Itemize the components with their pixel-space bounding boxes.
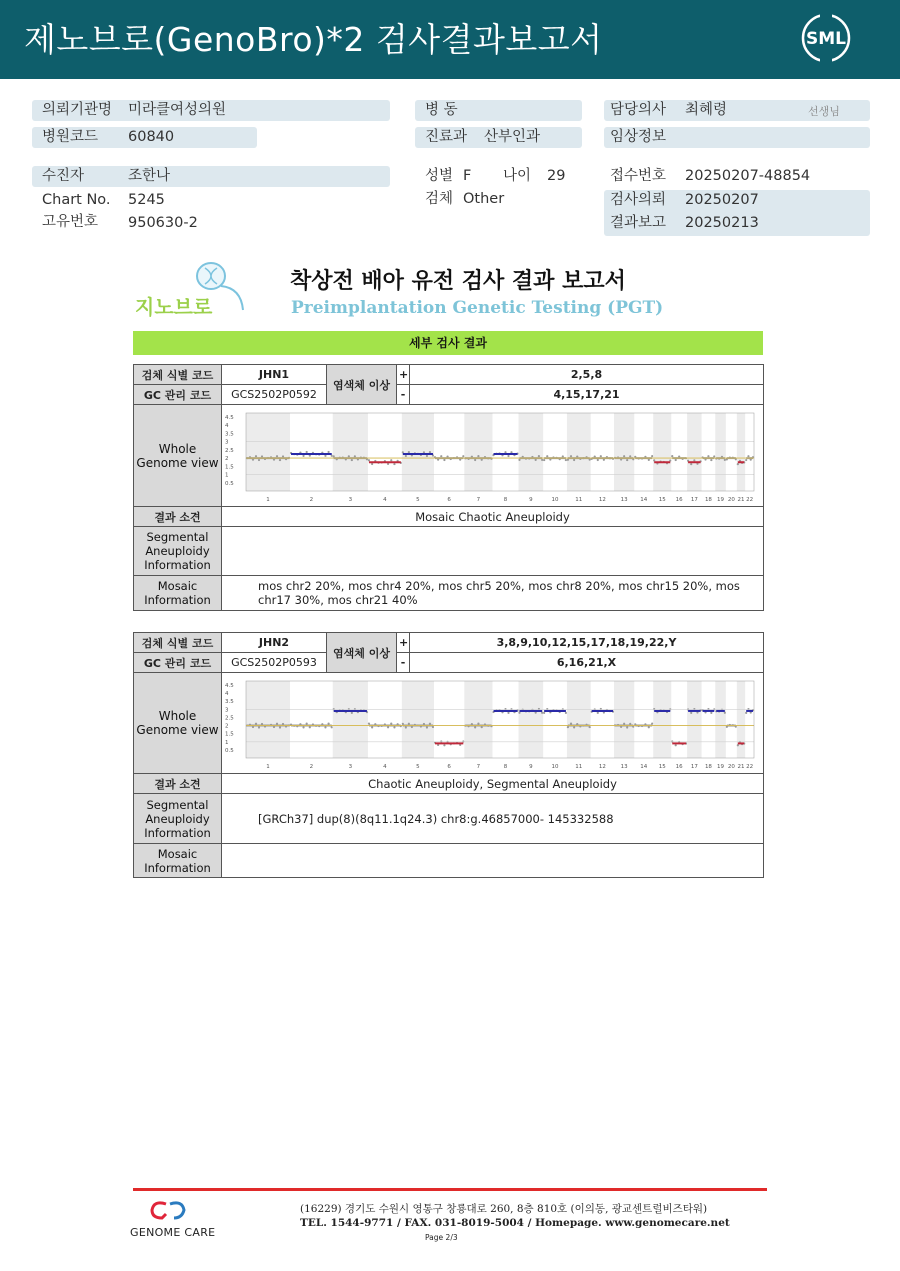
age-value: 29 [547, 168, 566, 184]
data-point [255, 455, 257, 457]
chromosome-label: 8 [503, 496, 508, 503]
sample-code-label: 검체 식별 코드 [134, 633, 222, 653]
data-point [477, 455, 479, 457]
sample-code-label: 검체 식별 코드 [134, 365, 222, 385]
data-point [405, 454, 407, 456]
y-tick-label: 4 [225, 690, 229, 697]
chromosome-band [567, 681, 591, 758]
data-point [368, 722, 370, 724]
data-point [429, 722, 431, 724]
whole-genome-plot-2 [222, 675, 762, 772]
genobro-logo [133, 258, 253, 320]
data-point [565, 458, 567, 460]
gc-code-label: GC 관리 코드 [134, 385, 222, 405]
footer-address [300, 1202, 730, 1230]
loss-sign: - [397, 653, 410, 673]
mosaic-value [222, 844, 764, 878]
data-point [408, 722, 410, 724]
chromosome-label: 4 [383, 496, 387, 503]
finding-value: Chaotic Aneuploidy, Segmental Aneuploidy [222, 774, 764, 794]
data-point [440, 455, 442, 457]
chromosome-band [715, 681, 726, 758]
doctor-suffix: 선생님 [808, 105, 840, 118]
mosaic-label: Mosaic Information [134, 844, 222, 878]
chromosome-label: 20 [727, 763, 735, 770]
y-tick-label: 2 [225, 455, 229, 462]
y-tick-label: 4.5 [225, 682, 234, 689]
gain-sign: + [397, 365, 410, 385]
chromosome-label: 12 [598, 763, 606, 770]
data-point [371, 462, 373, 464]
data-point [390, 459, 392, 461]
whole-genome-plot-1 [222, 407, 762, 505]
finding-label: 결과 소견 [134, 774, 222, 794]
data-point [543, 711, 545, 713]
data-point [354, 455, 356, 457]
report-date-value: 20250213 [685, 215, 759, 231]
segmental-label: Segmental Aneuploidy Information [134, 527, 222, 576]
chromosome-label: 2 [309, 496, 314, 503]
data-point [443, 458, 445, 460]
data-point [324, 726, 326, 728]
data-point [546, 455, 548, 457]
data-point [507, 711, 509, 713]
examinee-value: 조한나 [128, 168, 171, 184]
y-tick-label: 0.5 [225, 747, 234, 754]
chromosome-label: 21 [737, 496, 745, 503]
doctor-label: 담당의사 [610, 102, 667, 118]
data-point [724, 458, 726, 460]
data-point [690, 463, 692, 465]
data-point [462, 455, 464, 457]
chromosome-label: 3 [348, 496, 353, 503]
data-point [675, 744, 677, 746]
report-header [0, 0, 900, 79]
examinee-label: 수진자 [42, 168, 85, 184]
chromosome-label: 12 [598, 496, 606, 503]
loss-sign: - [397, 385, 410, 405]
data-point [600, 455, 602, 457]
chromosome-band [464, 413, 492, 491]
receipt-value: 20250207-48854 [685, 168, 811, 184]
gc-code: GCS2502P0593 [222, 653, 327, 673]
data-point [745, 458, 747, 460]
gc-code: GCS2502P0592 [222, 385, 327, 405]
data-point [626, 726, 628, 728]
specimen-label: 검체 [425, 191, 454, 207]
data-point [541, 458, 543, 460]
chromosome-band [464, 681, 492, 758]
loss-chromosomes: 4,15,17,21 [410, 385, 764, 405]
plot-frame [246, 681, 754, 758]
data-point [405, 726, 407, 728]
sample-table-1 [133, 364, 764, 611]
mosaic-label: Mosaic Information [134, 576, 222, 611]
y-tick-label: 1.5 [225, 731, 234, 738]
data-point [351, 711, 353, 713]
data-point [276, 455, 278, 457]
department-value: 산부인과 [484, 129, 541, 145]
abnormal-label: 염색체 이상 [327, 365, 397, 405]
sml-logo-text: SML [806, 29, 846, 49]
data-point [707, 455, 709, 457]
chromosome-label: 16 [675, 496, 683, 503]
section-bar [133, 331, 763, 355]
chromosome-band [653, 681, 671, 758]
data-point [474, 726, 476, 728]
report-title: 제노브로(GenoBro)*2 검사결과보고서 [24, 20, 603, 59]
data-point [390, 722, 392, 724]
chromosome-label: 5 [416, 496, 420, 503]
chromosome-label: 9 [529, 496, 533, 503]
sml-logo [800, 12, 852, 64]
data-point [477, 722, 479, 724]
data-point [327, 722, 329, 724]
chromosome-label: 1 [266, 763, 270, 770]
chromosome-label: 5 [416, 763, 420, 770]
segmental-label: Segmental Aneuploidy Information [134, 794, 222, 844]
institution-label: 의뢰기관명 [42, 102, 113, 118]
y-tick-label: 3.5 [225, 430, 234, 437]
chromosome-label: 17 [690, 763, 698, 770]
data-point [474, 458, 476, 460]
chromosome-label: 15 [658, 763, 666, 770]
chromosome-band [737, 413, 745, 491]
data-point [258, 726, 260, 728]
data-point [393, 462, 395, 464]
data-point [690, 711, 692, 713]
chart-label: Chart No. [42, 192, 111, 208]
chromosome-band [737, 681, 745, 758]
data-point [371, 726, 373, 728]
genobro-logo-text: 지노브로 [135, 295, 213, 319]
chromosome-label: 10 [551, 763, 559, 770]
data-point [710, 711, 712, 713]
data-point [504, 451, 506, 453]
sex-value: F [463, 168, 472, 184]
data-point [368, 459, 370, 461]
data-point [675, 458, 677, 460]
data-point [538, 455, 540, 457]
institution-value: 미라클여성의원 [128, 102, 227, 118]
y-tick-label: 2.5 [225, 714, 234, 721]
receipt-label: 접수번호 [610, 168, 667, 184]
chart-value: 5245 [128, 192, 165, 208]
chromosome-label: 14 [640, 763, 648, 770]
y-tick-label: 3 [225, 706, 229, 713]
gc-code-label: GC 관리 코드 [134, 653, 222, 673]
gain-chromosomes: 2,5,8 [410, 365, 764, 385]
data-point [426, 726, 428, 728]
chromosome-band [402, 681, 434, 758]
chromosome-label: 13 [620, 496, 628, 503]
data-point [737, 744, 739, 746]
chromosome-band [715, 413, 726, 491]
y-tick-label: 2.5 [225, 447, 234, 454]
chromosome-label: 7 [476, 763, 481, 770]
y-tick-label: 1.5 [225, 463, 234, 470]
data-point [255, 722, 257, 724]
segmental-value: [GRCh37] dup(8)(8q11.1q24.3) chr8:g.46857000- 145332588 [222, 794, 764, 844]
chromosome-label: 6 [447, 496, 451, 503]
segmental-value [222, 527, 764, 576]
chromosome-band [567, 413, 591, 491]
chromosome-label: 17 [690, 496, 698, 503]
pgt-subtitle: Preimplantation Genetic Testing (PGT) [291, 298, 664, 318]
data-point [693, 459, 695, 461]
chromosome-label: 3 [348, 763, 353, 770]
data-point [597, 458, 599, 460]
data-point [276, 722, 278, 724]
data-point [258, 458, 260, 460]
mosaic-value: mos chr2 20%, mos chr4 20%, mos chr5 20%, mos chr8 20%, mos chr15 20%, mos chr17 30%, mos chr21 40% [222, 576, 764, 611]
chromosome-band [687, 413, 702, 491]
data-point [306, 450, 308, 452]
chromosome-label: 13 [620, 763, 628, 770]
hospital-code-value: 60840 [128, 129, 175, 145]
data-point [302, 454, 304, 456]
report-date-label: 결과보고 [610, 215, 667, 231]
data-point [653, 459, 655, 461]
chromosome-label: 15 [658, 496, 666, 503]
data-point [565, 711, 567, 713]
chromosome-label: 16 [675, 763, 683, 770]
data-point [429, 450, 431, 452]
chromosome-band [614, 413, 634, 491]
data-point [573, 458, 575, 460]
data-point [327, 450, 329, 452]
gain-sign: + [397, 633, 410, 653]
footer-divider [133, 1188, 767, 1191]
data-point [518, 458, 520, 460]
data-point [393, 726, 395, 728]
data-point [747, 455, 749, 457]
y-tick-label: 3 [225, 439, 229, 446]
department-label: 진료과 [425, 129, 468, 145]
hospital-code-label: 병원코드 [42, 129, 99, 145]
finding-label: 결과 소견 [134, 507, 222, 527]
data-point [651, 455, 653, 457]
y-tick-label: 3.5 [225, 698, 234, 705]
chromosome-band [687, 681, 702, 758]
gain-chromosomes: 3,8,9,10,12,15,17,18,19,22,Y [410, 633, 764, 653]
chromosome-label: 7 [476, 496, 481, 503]
data-point [443, 744, 445, 746]
chromosome-label: 22 [746, 496, 754, 503]
data-point [351, 458, 353, 460]
sample-code: JHN2 [222, 633, 327, 653]
sex-label: 성별 [425, 168, 454, 184]
data-point [671, 740, 673, 742]
chromosome-label: 18 [704, 496, 712, 503]
chromosome-band [333, 681, 368, 758]
y-tick-label: 0.5 [225, 480, 234, 487]
chromosome-band [333, 413, 368, 491]
data-point [573, 726, 575, 728]
chromosome-band [518, 413, 543, 491]
data-point [724, 711, 726, 713]
chromosome-label: 19 [717, 763, 725, 770]
chromosome-label: 18 [704, 763, 712, 770]
sample-table-2 [133, 632, 764, 878]
y-tick-label: 1 [225, 739, 229, 746]
y-tick-label: 2 [225, 723, 229, 730]
whole-genome-label: Whole Genome view [134, 673, 222, 774]
clinical-label: 임상정보 [610, 129, 667, 145]
id-label: 고유번호 [42, 214, 99, 230]
y-tick-label: 1 [225, 472, 229, 479]
contact-line: TEL. 1544-9771 / FAX. 031-8019-5004 / Homepage. www.genomecare.net [300, 1217, 730, 1229]
doctor-value: 최혜령 [685, 102, 728, 118]
chromosome-label: 11 [575, 496, 583, 503]
data-point [324, 454, 326, 456]
abnormal-label: 염색체 이상 [327, 633, 397, 673]
data-point [426, 454, 428, 456]
chromosome-band [246, 413, 290, 491]
chromosome-band [653, 413, 671, 491]
data-point [279, 726, 281, 728]
data-point [570, 455, 572, 457]
page-number: Page 2/3 [425, 1233, 458, 1242]
finding-value: Mosaic Chaotic Aneuploidy [222, 507, 764, 527]
address-line: (16229) 경기도 수원시 영통구 창룡대로 260, 8층 810호 (이의동, 광교센트럴비즈타워) [300, 1203, 708, 1215]
data-point [538, 707, 540, 709]
data-point [626, 458, 628, 460]
chromosome-label: 22 [746, 763, 754, 770]
data-point [541, 711, 543, 713]
chromosome-label: 21 [737, 763, 745, 770]
data-point [651, 722, 653, 724]
chromosome-label: 19 [717, 496, 725, 503]
data-point [302, 726, 304, 728]
chromosome-label: 20 [727, 496, 735, 503]
data-point [348, 455, 350, 457]
y-tick-label: 4.5 [225, 414, 234, 421]
data-point [710, 458, 712, 460]
data-point [745, 711, 747, 713]
data-point [737, 462, 739, 464]
data-point [507, 454, 509, 456]
chromosome-label: 6 [447, 763, 451, 770]
data-point [570, 722, 572, 724]
data-point [671, 455, 673, 457]
age-label: 나이 [503, 168, 532, 184]
chromosome-band [246, 681, 290, 758]
data-point [597, 711, 599, 713]
id-value: 950630-2 [128, 215, 198, 231]
chromosome-label: 1 [266, 496, 270, 503]
data-point [623, 722, 625, 724]
whole-genome-label: Whole Genome view [134, 405, 222, 507]
data-point [279, 458, 281, 460]
chromosome-label: 4 [383, 763, 387, 770]
chromosome-band [518, 681, 543, 758]
ward-label: 병 동 [425, 102, 458, 118]
chromosome-label: 14 [640, 496, 648, 503]
chromosome-label: 11 [575, 763, 583, 770]
data-point [623, 455, 625, 457]
genome-care-name: GENOME CARE [130, 1226, 216, 1239]
specimen-value: Other [463, 191, 505, 207]
request-value: 20250207 [685, 192, 759, 208]
y-tick-label: 4 [225, 422, 229, 429]
data-point [306, 722, 308, 724]
request-label: 검사의뢰 [610, 192, 667, 208]
chromosome-label: 10 [551, 496, 559, 503]
loss-chromosomes: 6,16,21,X [410, 653, 764, 673]
sample-code: JHN1 [222, 365, 327, 385]
data-point [543, 458, 545, 460]
chromosome-label: 8 [503, 763, 508, 770]
chromosome-label: 2 [309, 763, 314, 770]
chromosome-band [614, 681, 634, 758]
chromosome-label: 9 [529, 763, 533, 770]
data-point [408, 451, 410, 453]
pgt-title: 착상전 배아 유전 검사 결과 보고서 [290, 269, 626, 294]
section-title: 세부 검사 결과 [409, 336, 487, 350]
